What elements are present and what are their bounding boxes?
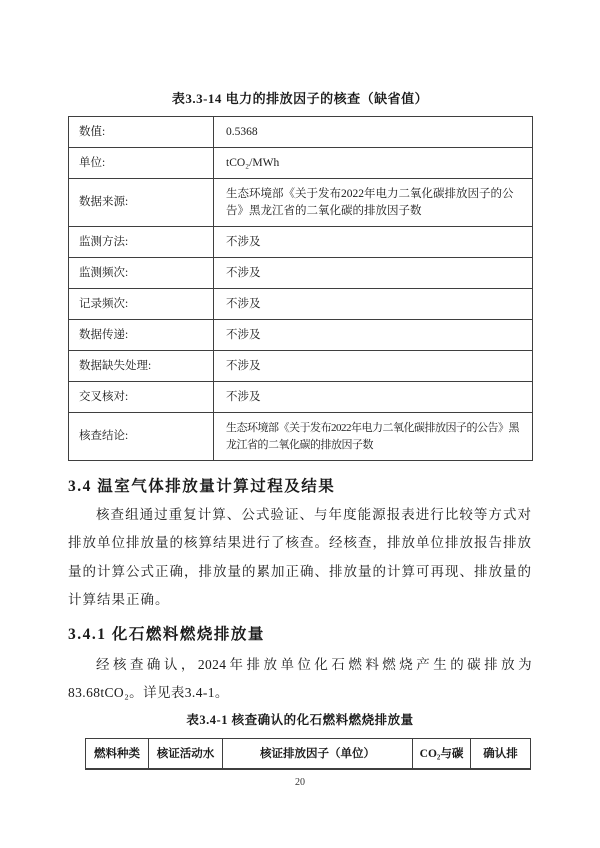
section-heading-3-4: 3.4 温室气体排放量计算过程及结果 [68, 478, 336, 495]
table-row [69, 320, 533, 351]
row-value: 0.5368 [214, 117, 533, 148]
section-heading-3-4-1: 3.4.1 化石燃料燃烧排放量 [68, 626, 265, 643]
row-value: 不涉及 [214, 351, 533, 382]
table-row [69, 148, 533, 179]
row-value: 不涉及 [214, 258, 533, 289]
row-label: 记录频次: [69, 289, 214, 320]
page-number: 20 [295, 777, 305, 788]
ef-table-caption: 表3.3-14 电力的排放因子的核查（缺省值） [171, 91, 429, 106]
row-value: 不涉及 [214, 227, 533, 258]
table-row [69, 179, 533, 227]
table-row [69, 258, 533, 289]
row-value: 生态环境部《关于发布2022年电力二氧化碳排放因子的公告》黑龙江省的二氧化碳的排放因子数 [214, 413, 533, 461]
emission-factor-table [68, 116, 533, 461]
row-label: 核查结论: [69, 413, 214, 461]
row-value: tCO₂/MWh [214, 148, 533, 179]
column-header-emission-factor: 核证排放因子（单位） [223, 739, 413, 769]
fuel-table-caption: 表3.4-1 核查确认的化石燃料燃烧排放量 [186, 713, 414, 727]
row-label: 数据来源: [69, 179, 214, 227]
section-3-4-paragraph: 核查组通过重复计算、公式验证、与年度能源报表进行比较等方式对排放单位排放量的核算结果进行了核查。经核查，排放单位排放报告排放量的计算公式正确，排放量的累加正确、排放量的计算可再现、排放量的计算结果正确。 [68, 507, 532, 607]
column-header-co2-carbon: CO₂与碳 [413, 739, 471, 769]
column-header-fuel-type: 燃料种类 [86, 739, 149, 769]
row-label: 数值: [69, 117, 214, 148]
row-value: 不涉及 [214, 289, 533, 320]
table-row [69, 382, 533, 413]
column-header-confirmed: 确认排 [471, 739, 531, 769]
row-label: 交叉核对: [69, 382, 214, 413]
row-label: 数据传递: [69, 320, 214, 351]
table-row [69, 117, 533, 148]
row-label: 单位: [69, 148, 214, 179]
table-row [69, 227, 533, 258]
table-row [69, 289, 533, 320]
fuel-table-header-row [86, 739, 531, 769]
row-label: 监测方法: [69, 227, 214, 258]
row-value: 不涉及 [214, 320, 533, 351]
section-3-4-1-paragraph: 经核查确认，2024年排放单位化石燃料燃烧产生的碳排放为83.68tCO₂。详见表3.4-1。 [68, 657, 532, 701]
row-label: 监测频次: [69, 258, 214, 289]
table-row [69, 413, 533, 461]
row-label: 数据缺失处理: [69, 351, 214, 382]
fuel-emission-table [85, 738, 531, 770]
row-value: 不涉及 [214, 382, 533, 413]
table-row [69, 351, 533, 382]
row-value: 生态环境部《关于发布2022年电力二氧化碳排放因子的公告》黑龙江省的二氧化碳的排放因子数 [214, 179, 533, 227]
column-header-activity-level: 核证活动水 [149, 739, 223, 769]
